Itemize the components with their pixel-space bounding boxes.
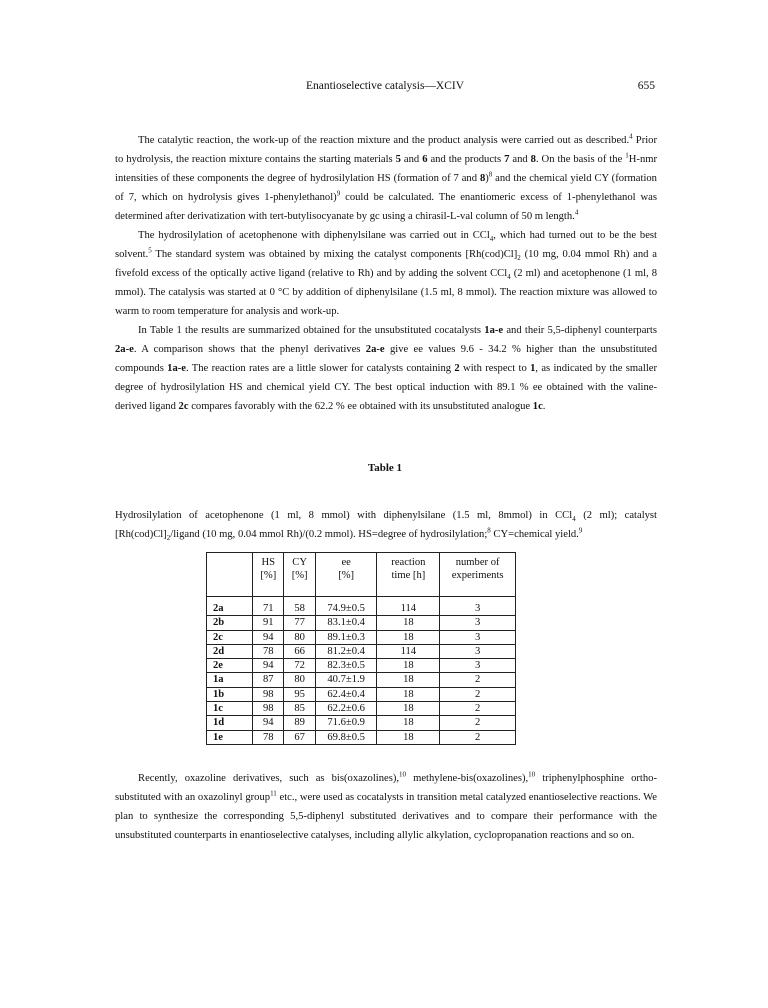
cell-hs: 71 <box>253 597 284 616</box>
cell-time: 18 <box>377 730 440 744</box>
table-caption: Hydrosilylation of acetophenone (1 ml, 8 mmol) with diphenylsilane (1.5 ml, 8mmol) in CCl$_4$ (2 ml); catalyst $[Rh(cod)Cl]_2$/ligand (10 mg, 0.04 mmol Rh)/(0.2 mmol). HS=degree of hydrosilylation;$^8$ CY=chemical yield.$^9$ <box>115 510 658 543</box>
row-label: 2e <box>207 659 253 673</box>
cell-cy: 72 <box>284 659 315 673</box>
cell-ee: 83.1±0.4 <box>315 616 377 630</box>
header-cell-empty <box>207 553 253 597</box>
header-cell-experiments: number of experiments <box>440 553 516 597</box>
cell-time: 18 <box>377 702 440 716</box>
table-row <box>207 630 516 644</box>
cell-ee: 69.8±0.5 <box>315 730 377 744</box>
cell-hs: 94 <box>253 716 284 730</box>
cell-hs: 98 <box>253 702 284 716</box>
cell-ee: 82.3±0.5 <box>315 659 377 673</box>
cell-hs: 78 <box>253 644 284 658</box>
cell-ee: 74.9±0.5 <box>315 597 377 616</box>
table-header-row <box>207 553 516 597</box>
cell-time: 18 <box>377 630 440 644</box>
cell-time: 18 <box>377 616 440 630</box>
cell-hs: 94 <box>253 659 284 673</box>
cell-experiments: 3 <box>440 616 516 630</box>
cell-experiments: 2 <box>440 716 516 730</box>
paragraph-results: In Table 1 the results are summarized obtained for the unsubstituted cocatalysts 1a-e and their 5,5-diphenyl counterparts 2a-e. A comparison shows that the phenyl derivatives 2a-e give ee values 9.6 - 34.2 % higher than the unsubstituted compounds 1a-e. The reaction rates are a little slower for catalysts containing 2 with respect to 1, as indicated by the smaller degree of hydrosilylation HS and chemical yield CY. The best optical induction with 89.1 % ee obtained with the valine-derived ligand 2c compares favorably with the 62.2 % ee obtained with its unsubstituted analogue 1c. <box>115 325 657 413</box>
row-label: 2c <box>207 630 253 644</box>
cell-experiments: 2 <box>440 730 516 744</box>
cell-hs: 78 <box>253 730 284 744</box>
cell-cy: 67 <box>284 730 315 744</box>
cell-cy: 80 <box>284 673 315 687</box>
cell-ee: 62.2±0.6 <box>315 702 377 716</box>
cell-experiments: 3 <box>440 659 516 673</box>
row-label: 1d <box>207 716 253 730</box>
row-label: 1e <box>207 730 253 744</box>
cell-cy: 77 <box>284 616 315 630</box>
cell-cy: 80 <box>284 630 315 644</box>
cell-cy: 95 <box>284 687 315 701</box>
table-row <box>207 644 516 658</box>
cell-ee: 62.4±0.4 <box>315 687 377 701</box>
cell-time: 18 <box>377 687 440 701</box>
table-row <box>207 730 516 744</box>
cell-ee: 81.2±0.4 <box>315 644 377 658</box>
cell-experiments: 2 <box>440 687 516 701</box>
cell-hs: 87 <box>253 673 284 687</box>
table-row <box>207 616 516 630</box>
cell-ee: 71.6±0.9 <box>315 716 377 730</box>
header-cell-ee: ee [%] <box>315 553 377 597</box>
table-row <box>207 702 516 716</box>
row-label: 2a <box>207 597 253 616</box>
cell-cy: 85 <box>284 702 315 716</box>
header-cell-cy: CY [%] <box>284 553 315 597</box>
cell-time: 114 <box>377 644 440 658</box>
cell-cy: 66 <box>284 644 315 658</box>
cell-hs: 98 <box>253 687 284 701</box>
row-label: 2d <box>207 644 253 658</box>
cell-time: 114 <box>377 597 440 616</box>
paragraph-outlook: Recently, oxazoline derivatives, such as bis(oxazolines),$^{10}$ methylene-bis(oxazolines),$^{10}$ triphenylphosphine ortho-substituted with an oxazolinyl group$^{11}$ etc., were used as cocatalysts in transition metal catalyzed enantioselective reactions. We plan to synthesize the corresponding 5,5-diphenyl substituted derivatives and to compare their performance with the unsubstituted counterparts in enantioselective catalyses, including allylic alkylation, cyclopropanation reactions and so on. <box>115 770 657 842</box>
cell-cy: 89 <box>284 716 315 730</box>
table-title: Table 1 <box>367 462 403 474</box>
paragraph-procedure: The catalytic reaction, the work-up of the reaction mixture and the product analysis were carried out as described.$^4$ Prior to hydrolysis, the reaction mixture contains the starting materials 5 and 6 and the products 7 and 8. On the basis of the $^1$H-nmr intensities of these components the degree of hydrosilylation HS (formation of 7 and 8)$^8$ and the chemical yield CY (formation of 7, which on hydrolysis gives 1-phenylethanol)$^9$ could be calculated. The enantiomeric excess of 1-phenylethanol was determined after derivatization with tert-butylisocyanate by gc using a chirasil-L-val column of 50 m length.$^4$ <box>115 132 658 223</box>
results-table <box>206 552 516 745</box>
row-label: 1c <box>207 702 253 716</box>
cell-experiments: 3 <box>440 597 516 616</box>
paragraph-standard-system: The hydrosilylation of acetophenone with diphenylsilane was carried out in CCl$_4$, which had turned out to be the best solvent.$^5$ The standard system was obtained by mixing the catalyst components $[Rh(cod)Cl]_2$ (10 mg, 0.04 mmol Rh) and a fivefold excess of the optically active ligand (relative to Rh) and by adding the solvent CCl$_4$ (2 ml) and acetophenone (1 ml, 8 mmol). The catalysis was started at 0 °C by addition of diphenylsilane (1.5 ml, 8 mmol). The reaction mixture was allowed to warm to room temperature for analysis and work-up. <box>115 230 658 318</box>
cell-hs: 94 <box>253 630 284 644</box>
page-number: 655 <box>637 80 655 92</box>
table-row <box>207 659 516 673</box>
running-header <box>115 80 655 98</box>
cell-experiments: 3 <box>440 630 516 644</box>
header-cell-hs: HS [%] <box>253 553 284 597</box>
running-title: Enantioselective catalysis—XCIV <box>305 80 465 92</box>
cell-ee: 89.1±0.3 <box>315 630 377 644</box>
row-label: 1a <box>207 673 253 687</box>
cell-hs: 91 <box>253 616 284 630</box>
cell-time: 18 <box>377 659 440 673</box>
row-label: 2b <box>207 616 253 630</box>
table-row <box>207 716 516 730</box>
row-label: 1b <box>207 687 253 701</box>
cell-experiments: 2 <box>440 673 516 687</box>
table-row <box>207 597 516 616</box>
cell-experiments: 3 <box>440 644 516 658</box>
cell-cy: 58 <box>284 597 315 616</box>
cell-time: 18 <box>377 716 440 730</box>
table-row <box>207 687 516 701</box>
table-row <box>207 673 516 687</box>
header-cell-time: reaction time [h] <box>377 553 440 597</box>
cell-time: 18 <box>377 673 440 687</box>
cell-experiments: 2 <box>440 702 516 716</box>
cell-ee: 40.7±1.9 <box>315 673 377 687</box>
